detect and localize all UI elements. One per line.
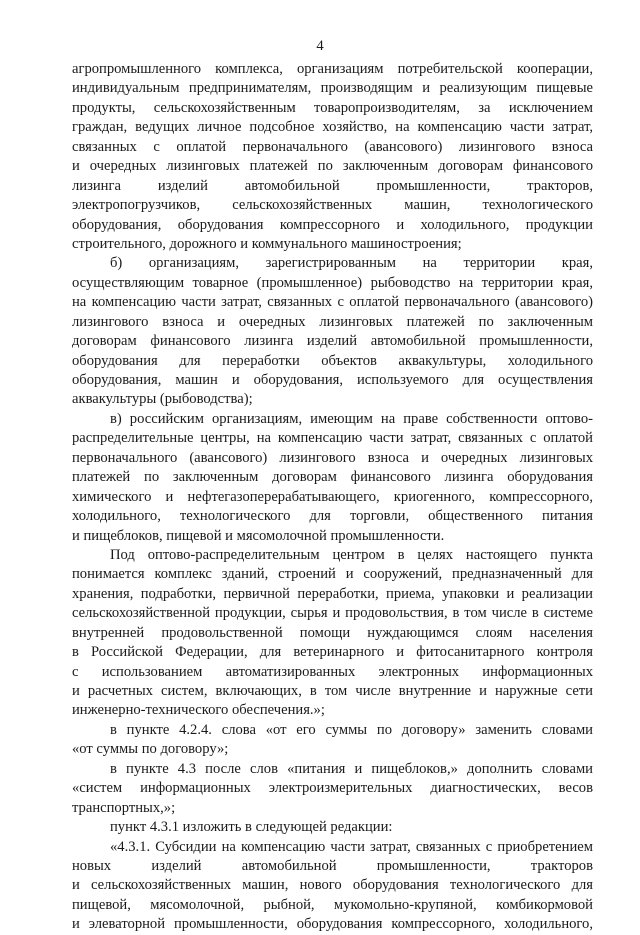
text-line: электропогрузчиков, сельскохозяйственных машин, технологического [72, 197, 593, 214]
text-line: и очередных лизинговых платежей по заключенным договорам финансового [72, 158, 593, 175]
text-line: лизингового взноса и очередных лизинговых платежей по заключенным [72, 313, 593, 330]
text-line: транспортных,»; [72, 799, 176, 816]
text-line: строительного, дорожного и коммунального машиностроения; [72, 235, 462, 252]
text-line: и элеваторной промышленности, оборудования компрессорного, холодильного, [72, 916, 593, 933]
text-line: связанных с оплатой первоначального (авансового) лизингового взноса [72, 138, 593, 155]
text-line: осуществляющим товарное (промышленное) рыбоводство на территории края, [72, 274, 593, 291]
text-line: аквакультуры (рыбоводства); [72, 391, 253, 408]
text-line: в Российской Федерации, для ветеринарного и фитосанитарного контроля [72, 644, 593, 661]
text-line: «4.3.1. Субсидии на компенсацию части затрат, связанных с приобретением [110, 838, 593, 855]
text-line: сельскохозяйственной продукции, сырья и продовольствия, в том числе в системе [72, 605, 593, 622]
text-line: на компенсацию части затрат, связанных с оплатой первоначального (авансового) [72, 294, 593, 311]
document-body [72, 60, 593, 935]
page-number: 4 [316, 38, 324, 54]
text-line: «систем информационных электроизмерительных диагностических, весов [72, 780, 593, 797]
text-line: с использованием автоматизированных электронных информационных [72, 663, 593, 680]
text-line: оборудования, оборудования компрессорного и холодильного, продукции [72, 216, 593, 233]
text-line: в пункте 4.3 после слов «питания и пищеблоков,» дополнить словами [110, 760, 593, 777]
text-line: и расчетных систем, включающих, в том числе внутренние и наружные сети [72, 683, 593, 699]
text-line: б) организациям, зарегистрированным на территории края, [110, 255, 593, 272]
text-line: химического и нефтегазоперерабатывающего, криогенного, компрессорного, [72, 488, 593, 505]
text-line: оборудования для переработки объектов аквакультуры, холодильного [72, 352, 593, 369]
text-line: и пищеблоков, пищевой и мясомолочной промышленности. [72, 527, 445, 544]
text-line: распределительные центры, на компенсацию части затрат, связанных с оплатой [72, 430, 593, 447]
text-line: инженерно-технического обеспечения.»; [72, 702, 325, 719]
text-line: платежей по заключенным договорам финансового лизинга оборудования [72, 469, 593, 486]
text-line: «от суммы по договору»; [72, 741, 229, 758]
text-line: понимается комплекс зданий, строений и сооружений, предназначенный для [72, 566, 593, 583]
text-line: Под оптово-распределительным центром в целях настоящего пункта [110, 546, 593, 563]
text-line: агропромышленного комплекса, организациям потребительской кооперации, [72, 61, 593, 77]
text-line: в) российским организациям, имеющим на праве собственности оптово- [110, 410, 593, 427]
text-line: в пункте 4.2.4. слова «от его суммы по договору» заменить словами [110, 721, 593, 738]
text-line: оборудования, машин и оборудования, используемого для осуществления [72, 372, 593, 388]
text-line: и сельскохозяйственных машин, нового оборудования технологического для [72, 877, 593, 894]
text-line: индивидуальным предпринимателям, производящим и реализующим пищевые [72, 80, 593, 97]
text-line: продукты, сельскохозяйственным товаропроизводителям, за исключением [72, 99, 593, 116]
text-line: внутренней продовольственной помощи нуждающимся слоям населения [72, 624, 593, 641]
text-line: новых изделий автомобильной промышленности, тракторов [72, 857, 593, 874]
text-line: договорам финансового лизинга изделий автомобильной промышленности, [72, 333, 593, 350]
text-line: пищевой, мясомолочной, рыбной, мукомольно-крупяной, комбикормовой [72, 896, 593, 913]
text-line: холодильного, технологического для торговли, общественного питания [72, 508, 593, 525]
text-line: лизинга изделий автомобильной промышленности, тракторов, [72, 177, 593, 194]
text-line: пункт 4.3.1 изложить в следующей редакции: [110, 819, 393, 836]
text-line: граждан, ведущих личное подсобное хозяйство, на компенсацию части затрат, [72, 119, 593, 136]
text-line: хранения, подработки, первичной переработки, приема, упаковки и реализации [72, 585, 593, 602]
text-line: первоначального (авансового) лизингового взноса и очередных лизинговых [72, 449, 593, 466]
